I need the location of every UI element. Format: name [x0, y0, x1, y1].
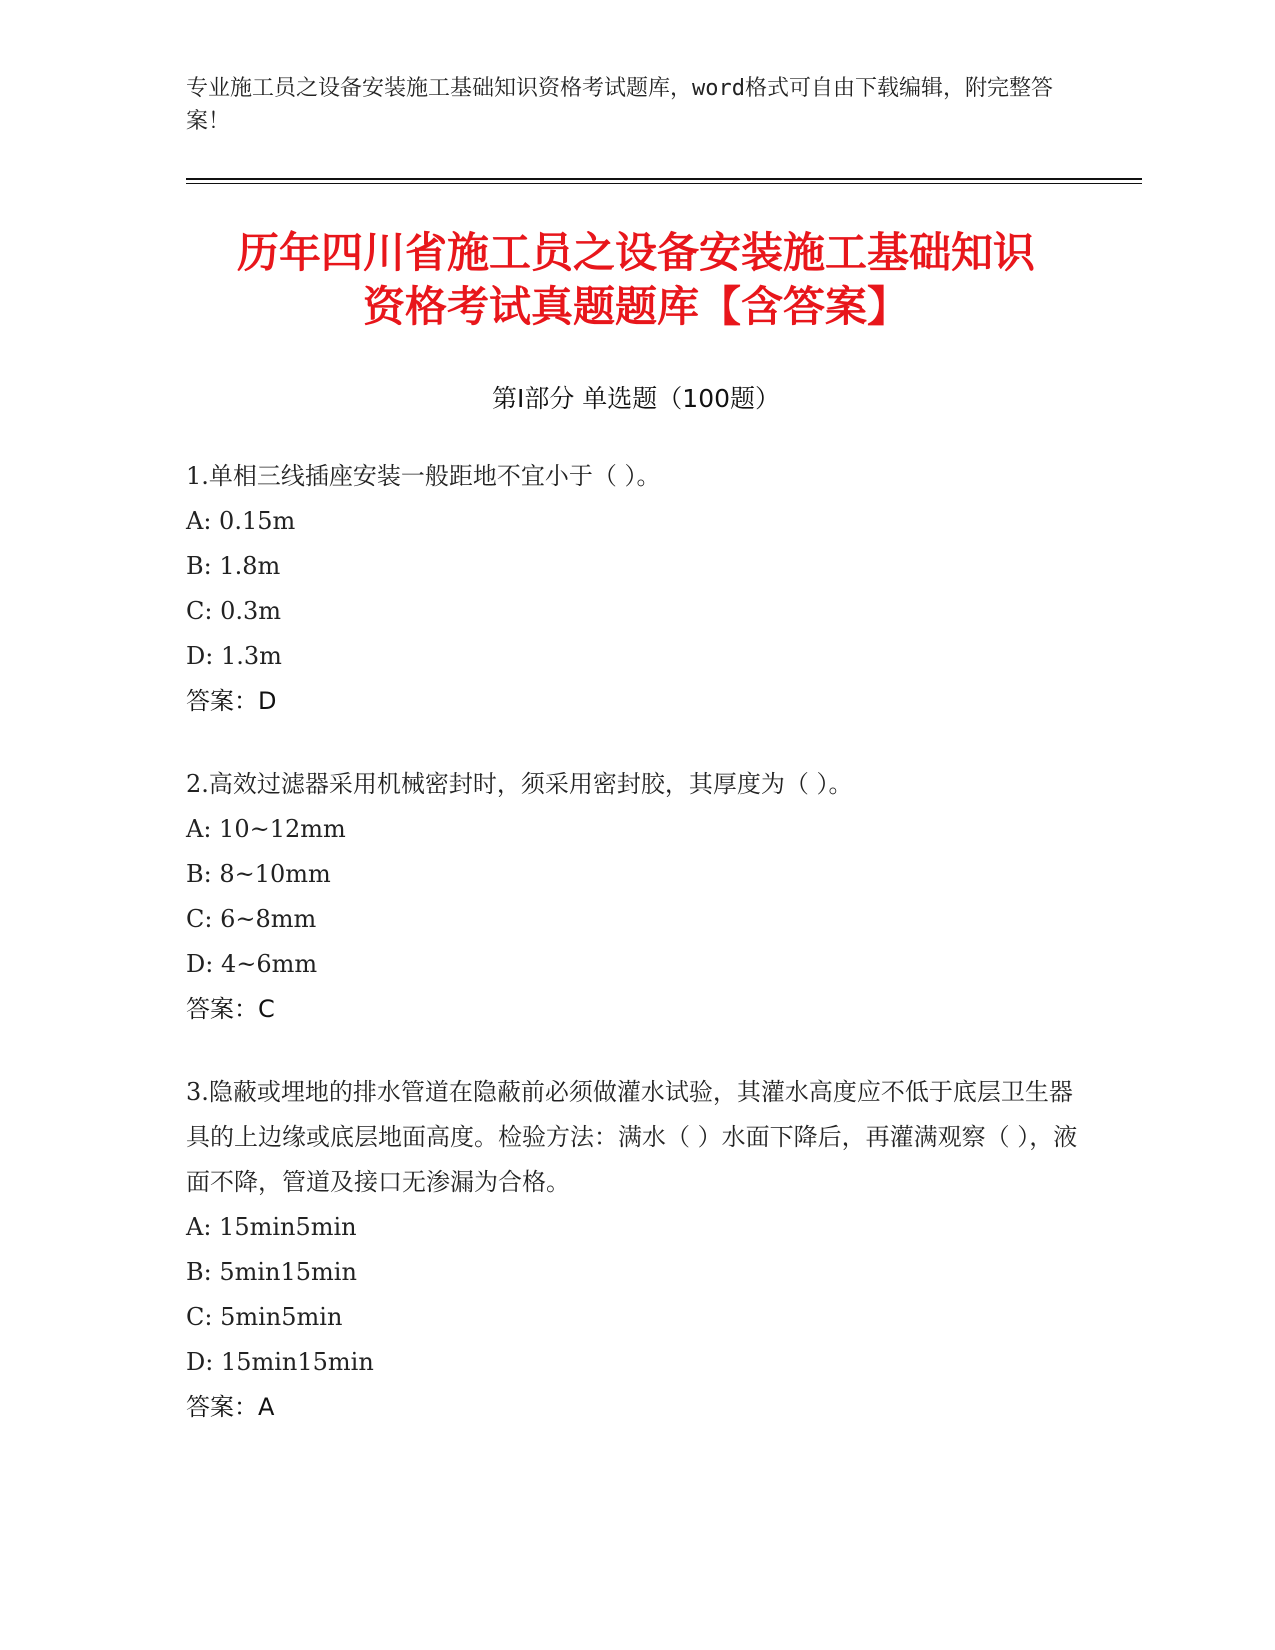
option-d: D: 4~6mm — [186, 950, 318, 978]
header-divider-thin — [186, 183, 1142, 184]
document-title — [186, 226, 1086, 334]
answer: 答案：A — [186, 1393, 275, 1421]
option-b: B: 1.8m — [186, 552, 281, 580]
option-c: C: 6~8mm — [186, 905, 317, 933]
question-stem: 2.高效过滤器采用机械密封时，须采用密封胶，其厚度为（ ）。 — [186, 770, 853, 798]
question-stem: 3.隐蔽或埋地的排水管道在隐蔽前必须做灌水试验，其灌水高度应不低于底层卫生器具的上边缘或底层地面高度。检验方法：满水（ ）水面下降后，再灌满观察（ ），液面不降，管道及接口无渗漏为合格。 — [186, 1078, 1078, 1196]
option-a: A: 0.15m — [186, 507, 296, 535]
option-b: B: 8~10mm — [186, 860, 331, 888]
option-c: C: 5min5min — [186, 1303, 343, 1331]
header-divider-thick — [186, 178, 1142, 180]
header-note: 专业施工员之设备安装施工基础知识资格考试题库，word格式可自由下载编辑，附完整答案！ — [186, 76, 1053, 134]
question-2 — [186, 762, 1086, 1032]
answer: 答案：D — [186, 687, 277, 715]
question-1 — [186, 454, 1086, 724]
question-3 — [186, 1070, 1086, 1430]
option-d: D: 1.3m — [186, 642, 282, 670]
option-b: B: 5min15min — [186, 1258, 357, 1286]
option-a: A: 15min5min — [186, 1213, 357, 1241]
document-title-line-1: 历年四川省施工员之设备安装施工基础知识 — [236, 228, 1035, 277]
answer: 答案：C — [186, 995, 275, 1023]
option-a: A: 10~12mm — [186, 815, 346, 843]
section-heading: 第Ⅰ部分 单选题（100题） — [491, 384, 781, 413]
option-d: D: 15min15min — [186, 1348, 374, 1376]
document-title-line-2: 资格考试真题题库【含答案】 — [362, 282, 909, 331]
option-c: C: 0.3m — [186, 597, 282, 625]
question-stem: 1.单相三线插座安装一般距地不宜小于（ ）。 — [186, 462, 661, 490]
